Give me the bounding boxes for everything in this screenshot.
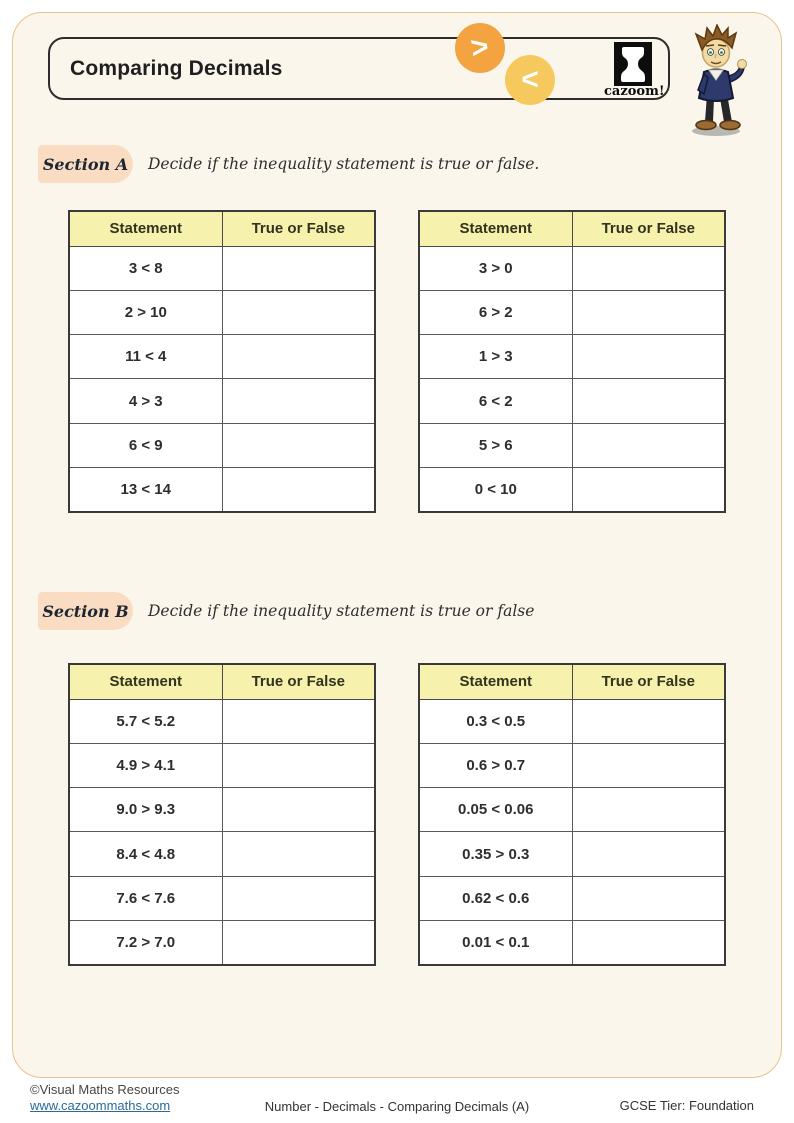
- answer-cell[interactable]: [222, 920, 375, 964]
- statement-cell: 0.6 > 0.7: [419, 743, 572, 787]
- page-title: Comparing Decimals: [70, 57, 283, 80]
- answer-cell[interactable]: [572, 335, 725, 379]
- table-row: [419, 876, 725, 920]
- statement-cell: 8.4 < 4.8: [69, 832, 222, 876]
- table-row: [419, 379, 725, 423]
- statement-cell: 4 > 3: [69, 379, 222, 423]
- table-row: [69, 246, 375, 290]
- cazoom-logo: [604, 41, 665, 99]
- statement-cell: 6 < 2: [419, 379, 572, 423]
- answer-cell[interactable]: [572, 290, 725, 334]
- table-row: [419, 788, 725, 832]
- answer-cell[interactable]: [222, 379, 375, 423]
- answer-cell[interactable]: [222, 290, 375, 334]
- section-b-instruction: Decide if the inequality statement is true or false: [148, 602, 535, 620]
- answer-cell[interactable]: [222, 423, 375, 467]
- answer-cell[interactable]: [222, 788, 375, 832]
- answer-cell[interactable]: [572, 743, 725, 787]
- statement-cell: 11 < 4: [69, 335, 222, 379]
- statement-cell: 5 > 6: [419, 423, 572, 467]
- statement-cell: 13 < 14: [69, 467, 222, 511]
- section-a-table-left: [68, 210, 376, 513]
- table-row: [69, 423, 375, 467]
- column-header-statement: Statement: [69, 211, 222, 246]
- statement-cell: 9.0 > 9.3: [69, 788, 222, 832]
- cazoom-logo-text: cazoom!: [604, 84, 665, 99]
- header-row: [69, 211, 375, 246]
- statement-cell: 0.3 < 0.5: [419, 699, 572, 743]
- table-row: [419, 335, 725, 379]
- answer-cell[interactable]: [222, 467, 375, 511]
- section-a-table-right: [418, 210, 726, 513]
- answer-cell[interactable]: [222, 876, 375, 920]
- footer-website-link[interactable]: www.cazoommaths.com: [30, 1098, 171, 1113]
- column-header-statement: Statement: [69, 664, 222, 699]
- answer-cell[interactable]: [572, 832, 725, 876]
- table-row: [69, 920, 375, 964]
- footer-copyright: ©Visual Maths Resources: [30, 1082, 180, 1097]
- statement-cell: 6 > 2: [419, 290, 572, 334]
- table-row: [69, 467, 375, 511]
- table-row: [419, 423, 725, 467]
- statement-cell: 3 > 0: [419, 246, 572, 290]
- footer-worksheet-reference: Number - Decimals - Comparing Decimals (A): [264, 1099, 530, 1114]
- less-than-icon: <: [505, 55, 555, 105]
- column-header-true-false: True or False: [572, 664, 725, 699]
- answer-cell[interactable]: [572, 423, 725, 467]
- answer-cell[interactable]: [572, 920, 725, 964]
- column-header-statement: Statement: [419, 211, 572, 246]
- statement-cell: 6 < 9: [69, 423, 222, 467]
- answer-cell[interactable]: [572, 876, 725, 920]
- table-row: [419, 743, 725, 787]
- statement-cell: 5.7 < 5.2: [69, 699, 222, 743]
- table-row: [419, 467, 725, 511]
- answer-cell[interactable]: [572, 788, 725, 832]
- statement-cell: 2 > 10: [69, 290, 222, 334]
- answer-cell[interactable]: [572, 379, 725, 423]
- column-header-true-false: True or False: [572, 211, 725, 246]
- section-b-label: Section B: [38, 592, 133, 630]
- section-a-instruction: Decide if the inequality statement is true or false.: [148, 155, 540, 173]
- answer-cell[interactable]: [222, 832, 375, 876]
- table-row: [419, 246, 725, 290]
- table-row: [419, 699, 725, 743]
- statement-cell: 0.62 < 0.6: [419, 876, 572, 920]
- title-box: [48, 37, 670, 100]
- greater-than-icon: >: [455, 23, 505, 73]
- answer-cell[interactable]: [572, 246, 725, 290]
- statement-cell: 0 < 10: [419, 467, 572, 511]
- statement-cell: 4.9 > 4.1: [69, 743, 222, 787]
- header-row: [419, 211, 725, 246]
- column-header-statement: Statement: [419, 664, 572, 699]
- table-row: [69, 699, 375, 743]
- statement-cell: 1 > 3: [419, 335, 572, 379]
- section-b-table-right: [418, 663, 726, 966]
- answer-cell[interactable]: [572, 467, 725, 511]
- cazoom-mascot-boy-illustration: [680, 24, 754, 138]
- table-row: [69, 290, 375, 334]
- column-header-true-false: True or False: [222, 211, 375, 246]
- table-row: [69, 379, 375, 423]
- footer-tier-label: GCSE Tier: Foundation: [619, 1098, 754, 1113]
- statement-cell: 0.05 < 0.06: [419, 788, 572, 832]
- cazoom-logo-icon: [614, 42, 652, 86]
- header-row: [419, 664, 725, 699]
- table-row: [69, 876, 375, 920]
- statement-cell: 0.01 < 0.1: [419, 920, 572, 964]
- table-row: [419, 290, 725, 334]
- statement-cell: 7.6 < 7.6: [69, 876, 222, 920]
- section-a-label: Section A: [38, 145, 133, 183]
- table-row: [419, 920, 725, 964]
- section-b-table-left: [68, 663, 376, 966]
- answer-cell[interactable]: [222, 743, 375, 787]
- table-row: [69, 788, 375, 832]
- table-row: [69, 743, 375, 787]
- header-row: [69, 664, 375, 699]
- answer-cell[interactable]: [222, 246, 375, 290]
- statement-cell: 7.2 > 7.0: [69, 920, 222, 964]
- table-row: [69, 335, 375, 379]
- statement-cell: 0.35 > 0.3: [419, 832, 572, 876]
- table-row: [419, 832, 725, 876]
- table-row: [69, 832, 375, 876]
- answer-cell[interactable]: [222, 699, 375, 743]
- answer-cell[interactable]: [222, 335, 375, 379]
- column-header-true-false: True or False: [222, 664, 375, 699]
- answer-cell[interactable]: [572, 699, 725, 743]
- statement-cell: 3 < 8: [69, 246, 222, 290]
